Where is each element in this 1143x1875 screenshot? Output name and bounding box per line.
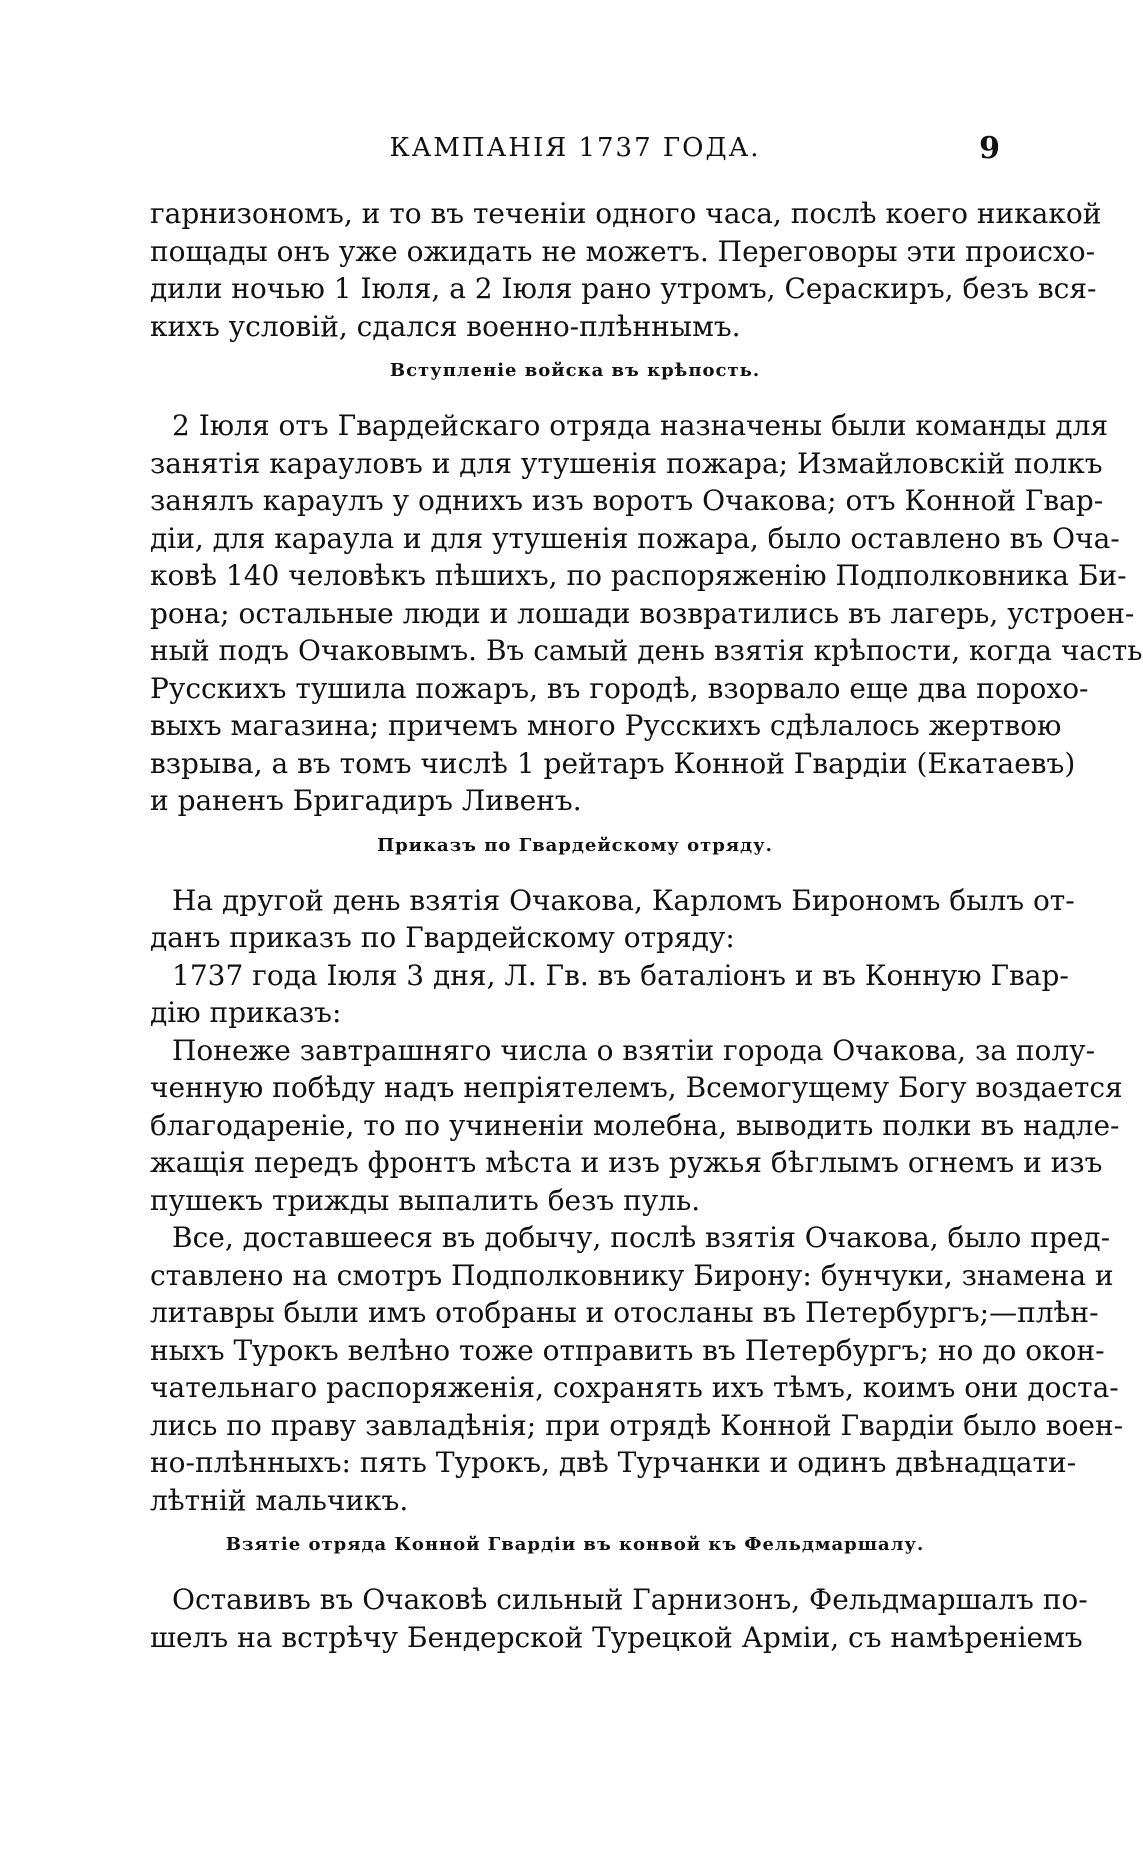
page-header	[150, 133, 1000, 173]
section-heading: Взятіе отряда Конной Гвардіи въ конвой къ Фельдмаршалу.	[225, 1534, 925, 1555]
paragraph	[150, 407, 1143, 820]
text-line: ставлено на смотръ Подполковнику Бирону: бунчуки, знамена и	[150, 1258, 1114, 1292]
paragraph	[150, 1032, 1123, 1220]
text-line: дили ночью 1 Іюля, а 2 Іюля рано утромъ, Сераскиръ, безъ вся-	[150, 272, 1097, 305]
text-line: пушекъ трижды выпалить безъ пуль.	[150, 1183, 701, 1217]
text-line: дію приказъ:	[150, 996, 342, 1029]
text-line: выхъ магазина; причемъ много Русскихъ сдѣлалось жертвою	[150, 709, 1062, 742]
text-line: литавры были имъ отобраны и отосланы въ Петербургъ;—плѣн-	[150, 1296, 1099, 1329]
text-line: и раненъ Бригадиръ Ливенъ.	[150, 784, 582, 817]
paragraph	[150, 957, 1069, 1032]
text-line: данъ приказъ по Гвардейскому отряду:	[150, 921, 735, 954]
text-line: благодареніе, то по учиненіи молебна, выводить полки въ надле-	[150, 1108, 1120, 1142]
text-line: занялъ караулъ у однихъ изъ воротъ Очакова; отъ Конной Гвар-	[150, 484, 1104, 517]
text-line: шелъ на встрѣчу Бендерской Турецкой Арміи, съ намѣреніемъ	[150, 1620, 1083, 1654]
text-line: 2 Іюля отъ Гвардейскаго отряда назначены были команды для	[172, 409, 1109, 442]
text-line: пощады онъ уже ожидать не можетъ. Переговоры эти происхо-	[150, 234, 1096, 268]
text-line: діи, для караула и для утушенія пожара, было оставлено въ Оча-	[150, 521, 1120, 555]
paragraph	[150, 195, 1102, 345]
text-line: Все, доставшееся въ добычу, послѣ взятія Очакова, было пред-	[172, 1221, 1111, 1254]
text-line: занятія карауловъ и для утушенія пожара; Измайловскій полкъ	[150, 446, 1103, 480]
text-line: лись по праву завладѣнія; при отрядѣ Конной Гвардіи было воен-	[150, 1408, 1124, 1442]
text-line: 1737 года Іюля 3 дня, Л. Гв. въ баталіонъ и въ Конную Гвар-	[172, 958, 1069, 992]
text-line: лѣтній мальчикъ.	[150, 1483, 409, 1517]
section-heading: Приказъ по Гвардейскому отряду.	[377, 834, 773, 856]
body-text	[150, 195, 1143, 1656]
text-line: ченную побѣду надъ непріятелемъ, Всемогущему Богу воздается	[150, 1071, 1123, 1104]
text-line: ковѣ 140 человѣкъ пѣшихъ, по распоряженію Подполковника Би-	[150, 559, 1127, 592]
text-line: ныхъ Турокъ велѣно тоже отправить въ Петербургъ; но до окон-	[150, 1333, 1105, 1367]
running-title: КАМПАНІЯ 1737 ГОДА.	[389, 133, 761, 163]
text-line: но-плѣнныхъ: пять Турокъ, двѣ Турчанки и одинъ двѣнадцати-	[150, 1446, 1077, 1479]
text-line: Оставивъ въ Очаковѣ сильный Гарнизонъ, Фельдмаршалъ по-	[172, 1583, 1088, 1616]
text-line: гарнизономъ, и то въ теченіи одного часа, послѣ коего никакой	[150, 197, 1102, 230]
text-line: Русскихъ тушила пожаръ, въ городѣ, взорвало еще два порохо-	[150, 671, 1089, 705]
paragraph	[150, 1219, 1124, 1519]
text-line: На другой день взятія Очакова, Карломъ Бирономъ былъ от-	[172, 883, 1075, 917]
text-line: ный подъ Очаковымъ. Въ самый день взятія крѣпости, когда часть	[150, 634, 1143, 667]
text-line: жащія передъ фронтъ мѣста и изъ ружья бѣглымъ огнемъ и изъ	[150, 1146, 1103, 1179]
text-line: рона; остальные люди и лошади возвратились въ лагерь, устроен-	[150, 596, 1135, 630]
paragraph	[150, 1581, 1088, 1656]
text-line: чательнаго распоряженія, сохранять ихъ тѣмъ, коимъ они доста-	[150, 1371, 1119, 1404]
section-heading: Вступленіе войска въ крѣпость.	[389, 360, 761, 381]
text-line: взрыва, а въ томъ числѣ 1 рейтаръ Конной Гвардіи (Екатаевъ)	[150, 746, 1076, 780]
text-line: кихъ условій, сдался военно-плѣннымъ.	[150, 309, 741, 343]
page-number: 9	[979, 131, 1000, 166]
text-line: Понеже завтрашняго числа о взятіи города Очакова, за полу-	[172, 1033, 1096, 1067]
paragraph	[150, 882, 1075, 957]
